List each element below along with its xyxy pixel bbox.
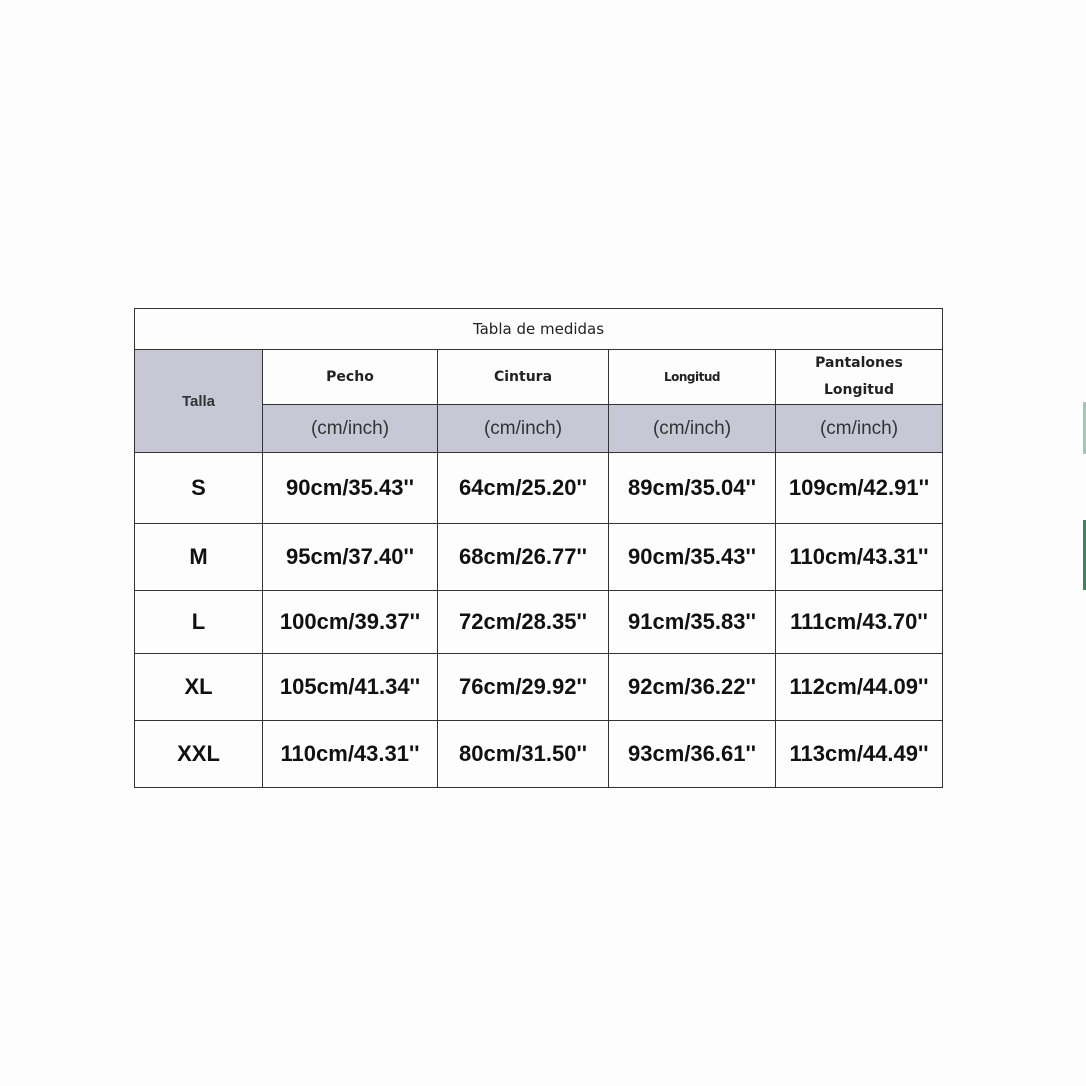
table-row	[135, 524, 943, 591]
waist-value: 64cm/25.20''	[438, 453, 609, 524]
length-value: 93cm/36.61''	[609, 721, 776, 788]
waist-value: 76cm/29.92''	[438, 654, 609, 721]
size-label: S	[135, 453, 263, 524]
size-label: XL	[135, 654, 263, 721]
size-chart-table	[134, 308, 943, 788]
size-label: M	[135, 524, 263, 591]
length-value: 92cm/36.22''	[609, 654, 776, 721]
waist-value: 72cm/28.35''	[438, 591, 609, 654]
pants-length-value: 109cm/42.91''	[776, 453, 943, 524]
length-value: 91cm/35.83''	[609, 591, 776, 654]
chest-value: 110cm/43.31''	[263, 721, 438, 788]
length-value: 90cm/35.43''	[609, 524, 776, 591]
pants-length-value: 110cm/43.31''	[776, 524, 943, 591]
waist-value: 80cm/31.50''	[438, 721, 609, 788]
chest-value: 90cm/35.43''	[263, 453, 438, 524]
pants-length-column-header	[776, 350, 943, 405]
table-row	[135, 721, 943, 788]
table-title: Tabla de medidas	[135, 309, 943, 350]
chest-column-header: Pecho	[263, 350, 438, 405]
waist-value: 68cm/26.77''	[438, 524, 609, 591]
column-header-row	[135, 350, 943, 405]
pants-length-value: 113cm/44.49''	[776, 721, 943, 788]
length-column-header: Longitud	[609, 350, 776, 405]
pants-length-value: 111cm/43.70''	[776, 591, 943, 654]
pants-length-header-line2: Longitud	[823, 382, 894, 398]
length-value: 89cm/35.04''	[609, 453, 776, 524]
size-label: L	[135, 591, 263, 654]
pants-length-unit: (cm/inch)	[776, 405, 943, 453]
table-row	[135, 453, 943, 524]
length-unit: (cm/inch)	[609, 405, 776, 453]
pants-length-header-line1: Pantalones	[815, 355, 903, 371]
table-row	[135, 654, 943, 721]
table-row	[135, 591, 943, 654]
waist-column-header: Cintura	[438, 350, 609, 405]
title-row	[135, 309, 943, 350]
chest-value: 95cm/37.40''	[263, 524, 438, 591]
pants-length-value: 112cm/44.09''	[776, 654, 943, 721]
size-column-header: Talla	[135, 350, 263, 453]
chest-value: 105cm/41.34''	[263, 654, 438, 721]
waist-unit: (cm/inch)	[438, 405, 609, 453]
size-label: XXL	[135, 721, 263, 788]
chest-unit: (cm/inch)	[263, 405, 438, 453]
chest-value: 100cm/39.37''	[263, 591, 438, 654]
